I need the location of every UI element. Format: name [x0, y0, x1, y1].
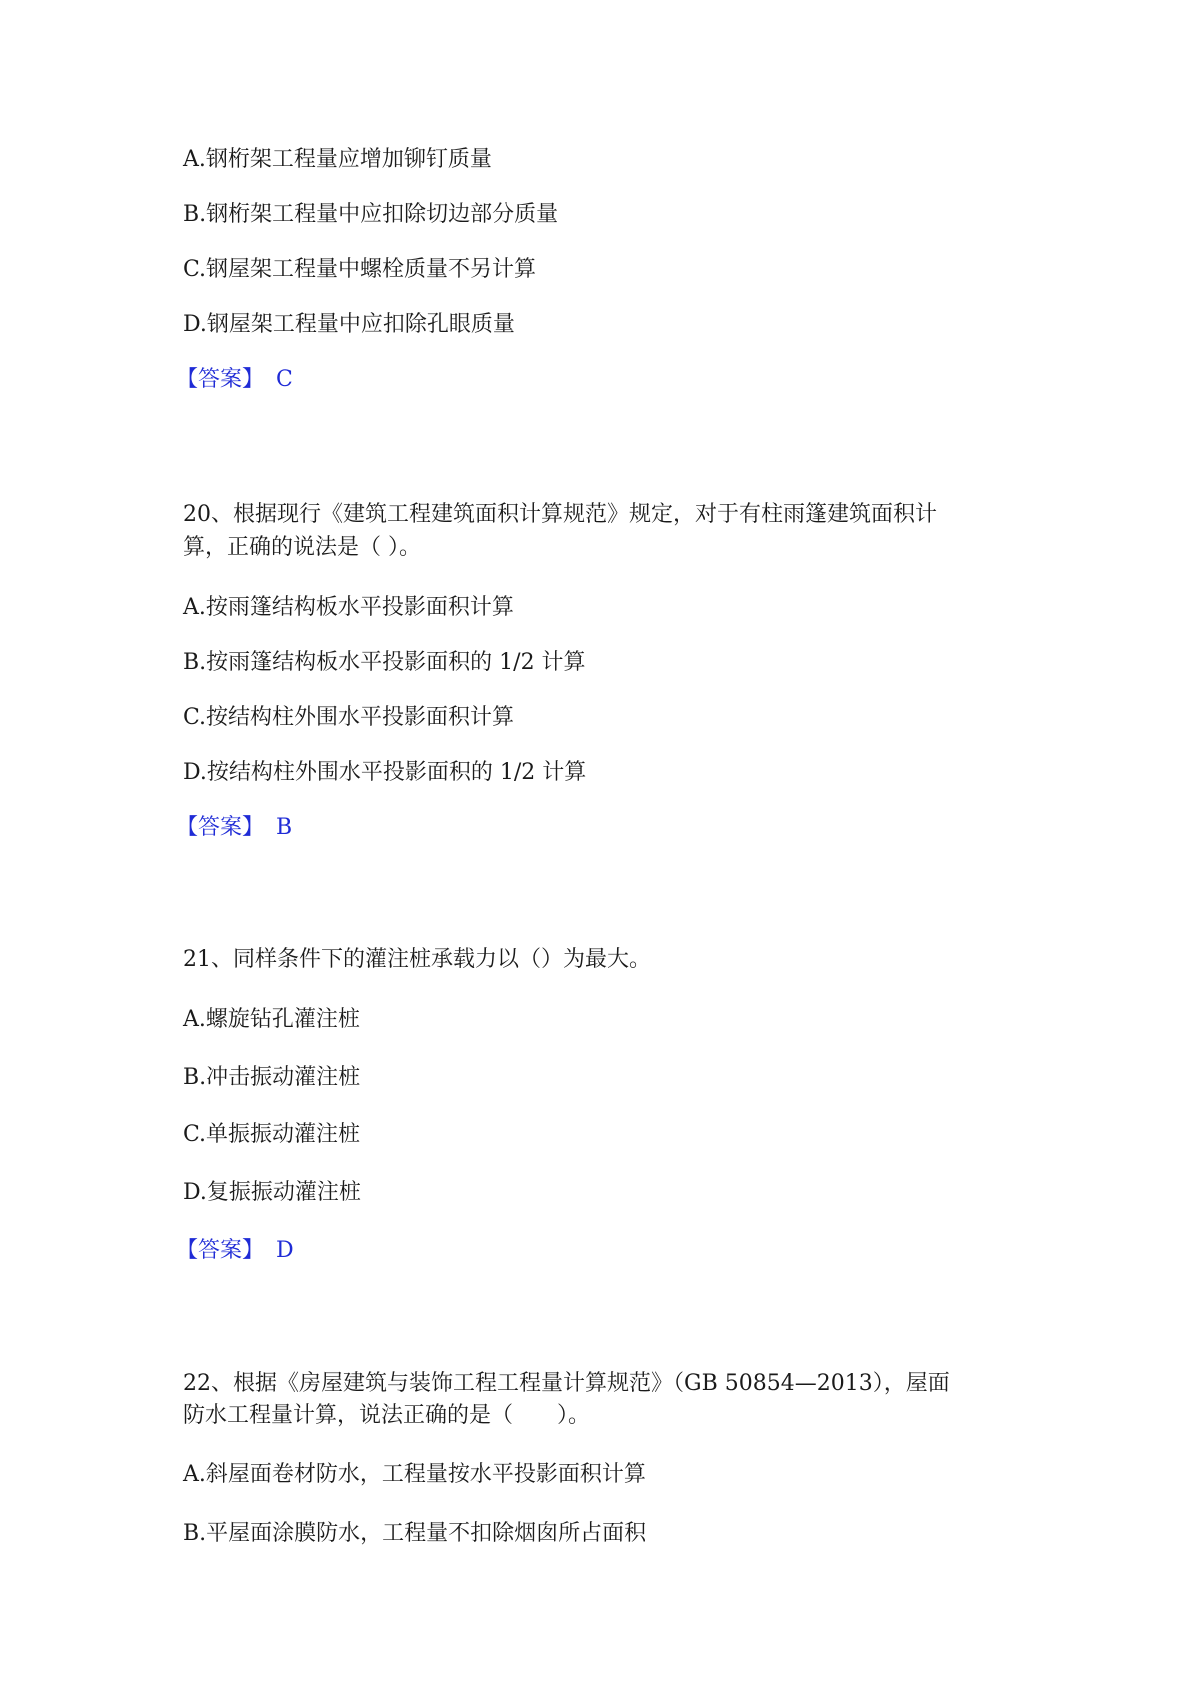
q19-option-d: D.钢屋架工程量中应扣除孔眼质量: [183, 312, 515, 337]
q19-option-a: A.钢桁架工程量应增加铆钉质量: [183, 147, 492, 172]
q20-stem-line1: 20、根据现行《建筑工程建筑面积计算规范》规定，对于有柱雨篷建筑面积计: [183, 502, 937, 527]
q21-option-a: A.螺旋钻孔灌注桩: [183, 1007, 360, 1032]
q21-answer-value: D: [276, 1238, 294, 1263]
q21-option-b: B.冲击振动灌注桩: [183, 1065, 361, 1090]
q20-option-a: A.按雨篷结构板水平投影面积计算: [183, 595, 514, 620]
q21-answer-label: 【答案】: [176, 1238, 265, 1263]
q22-option-a: A.斜屋面卷材防水，工程量按水平投影面积计算: [183, 1462, 646, 1487]
q22-stem-line2: 防水工程量计算，说法正确的是（ ）。: [183, 1403, 591, 1428]
q20-stem-line2: 算，正确的说法是（ ）。: [183, 535, 421, 560]
q21-option-d: D.复振振动灌注桩: [183, 1180, 361, 1205]
q21-answer: [176, 1236, 294, 1266]
q21-option-c: C.单振振动灌注桩: [183, 1122, 361, 1147]
q20-option-d: D.按结构柱外围水平投影面积的 1/2 计算: [183, 760, 587, 785]
q20-answer: [176, 813, 292, 843]
q19-answer: [176, 365, 293, 395]
q19-option-b: B.钢桁架工程量中应扣除切边部分质量: [183, 202, 559, 227]
q20-option-b: B.按雨篷结构板水平投影面积的 1/2 计算: [183, 650, 586, 675]
q19-answer-value: C: [276, 367, 293, 392]
q20-answer-value: B: [276, 815, 293, 840]
q20-answer-label: 【答案】: [176, 815, 265, 840]
q22-option-b: B.平屋面涂膜防水，工程量不扣除烟囱所占面积: [183, 1521, 647, 1546]
q19-option-c: C.钢屋架工程量中螺栓质量不另计算: [183, 257, 537, 282]
q19-answer-label: 【答案】: [176, 367, 265, 392]
q22-stem-line1: 22、根据《房屋建筑与装饰工程工程量计算规范》（GB 50854—2013），屋面: [183, 1371, 950, 1396]
q20-option-c: C.按结构柱外围水平投影面积计算: [183, 705, 515, 730]
q21-stem-line1: 21、同样条件下的灌注桩承载力以（）为最大。: [183, 947, 651, 972]
